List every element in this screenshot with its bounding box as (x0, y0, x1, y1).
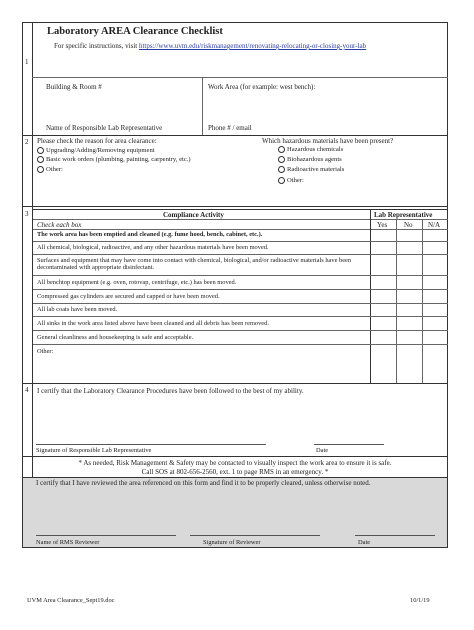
section-number-1: 1 (25, 58, 29, 66)
footer-filename: UVM Area Clearance_Sept19.doc (27, 597, 115, 604)
work-area-field[interactable]: Work Area (for example: west bench): (208, 83, 316, 91)
checklist-item: General cleanliness and housekeeping is safe and acceptable. (37, 334, 194, 341)
hazard-option-other[interactable] (278, 177, 304, 185)
hazard-option-chemicals[interactable] (278, 146, 343, 154)
instructions-prefix: For specific instructions, visit (54, 42, 138, 50)
check-each-label: Check each box (37, 221, 82, 229)
reason-label: Upgrading/Adding/Removing equipment (46, 147, 155, 155)
building-room-field[interactable]: Building & Room # (46, 83, 102, 91)
reviewer-signature-label: Signature of Reviewer (203, 539, 261, 546)
rep-signature-label: Signature of Responsible Lab Representative (36, 447, 152, 454)
reviewer-name-label: Name of RMS Reviewer (36, 539, 100, 546)
certify-statement: I certify that the Laboratory Clearance Procedures have been followed to the best of my ability. (37, 387, 304, 395)
rms-note-line2: Call SOS at 802-656-2560, ext. 1 to page RMS in an emergency. * (141, 468, 329, 476)
section-number-3: 3 (25, 210, 29, 218)
checklist-item: All benchtop equipment (e.g. oven, rotovap, centrifuge, etc.) has been moved. (37, 279, 237, 286)
rep-date-label: Date (316, 447, 329, 454)
phone-email-field[interactable]: Phone # / email (208, 124, 252, 132)
rep-name-field[interactable]: Name of Responsible Lab Representative (46, 124, 163, 132)
radio-icon (278, 166, 285, 173)
hazard-option-biohazard[interactable] (278, 156, 342, 164)
hazard-label: Radioactive materials (287, 166, 345, 174)
col-na: N/A (428, 221, 441, 229)
col-yes: Yes (377, 221, 388, 229)
radio-icon (278, 156, 285, 163)
reviewer-name-line[interactable] (36, 535, 176, 536)
reason-option-upgrading[interactable] (37, 147, 155, 155)
reviewer-date-label: Date (358, 539, 371, 546)
col-no: No (404, 221, 413, 229)
section-number-4: 4 (25, 386, 29, 394)
reviewer-certify: I certify that I have reviewed the area referenced on this form and find it to be properly cleared, unless otherwise noted. (36, 479, 371, 487)
section-number-2: 2 (25, 138, 29, 146)
hazard-option-radioactive[interactable] (278, 166, 344, 174)
hazard-prompt: Which hazardous materials have been present? (262, 137, 394, 145)
checklist-item: Compressed gas cylinders are secured and capped or have been moved. (37, 293, 220, 300)
checklist-item: All sinks in the work area listed above have been cleaned and all debris has been removed. (37, 320, 269, 327)
page-title: Laboratory AREA Clearance Checklist (47, 26, 223, 37)
rep-signature-line[interactable] (36, 444, 266, 445)
radio-icon (37, 166, 44, 173)
hazard-label: Hazardous chemicals (287, 146, 344, 154)
footer-date: 10/1/19 (410, 597, 430, 604)
checklist-item: Surfaces and equipment that may have come into contact with chemical, biological, and/or radioactive materials have been decontaminated with appropriate disinfectant. (37, 257, 352, 272)
reviewer-signature-line[interactable] (190, 535, 320, 536)
reason-label: Other: (46, 166, 63, 174)
rep-header: Lab Representative (374, 211, 433, 219)
rep-date-line[interactable] (314, 444, 384, 445)
hazard-label: Biohazardous agents (287, 156, 342, 164)
reason-option-other[interactable] (37, 166, 63, 174)
compliance-header: Compliance Activity (163, 211, 224, 219)
instructions-link[interactable]: https://www.uvm.edu/riskmanagement/renovating-relocating-or-closing-your-lab (138, 42, 367, 50)
hazard-label: Other: (287, 177, 304, 185)
radio-icon (37, 156, 44, 163)
checklist-item: The work area has been emptied and cleaned (e.g. fume hood, bench, cabinet, etc.). (37, 231, 263, 238)
reason-prompt: Please check the reason for area clearance: (37, 137, 157, 145)
reviewer-box (23, 477, 447, 547)
radio-icon (37, 147, 44, 154)
radio-icon (278, 177, 285, 184)
rms-note-line1: * As needed, Risk Management & Safety may be contacted to visually inspect the work area to ensure it is safe. (78, 459, 392, 467)
checklist-item: Other: (37, 348, 54, 355)
checklist-item: All chemical, biological, radioactive, and any other hazardous materials have been moved. (37, 244, 269, 251)
reviewer-date-line[interactable] (355, 535, 435, 536)
reason-label: Basic work orders (plumbing, painting, carpentry, etc.) (46, 156, 191, 164)
checklist-item: All lab coats have been moved. (37, 306, 118, 313)
reason-option-work-orders[interactable] (37, 156, 191, 164)
instructions-text (54, 42, 366, 50)
radio-icon (278, 146, 285, 153)
